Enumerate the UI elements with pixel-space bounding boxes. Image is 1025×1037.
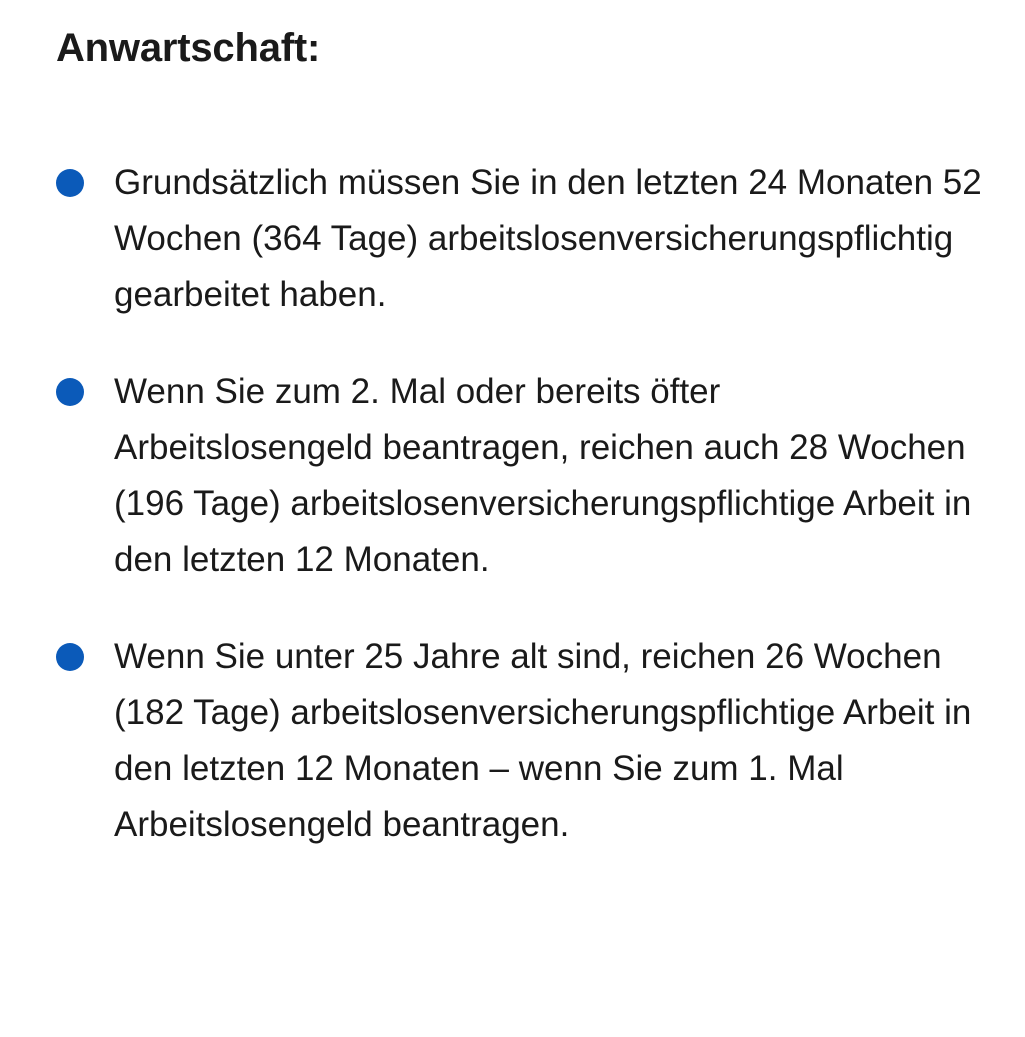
list-item	[56, 629, 986, 853]
bullet-dot-icon	[56, 378, 84, 406]
list-item	[56, 155, 986, 323]
anwartschaft-section	[56, 22, 986, 853]
section-heading: Anwartschaft:	[56, 26, 321, 70]
bullet-dot-icon	[56, 169, 84, 197]
list-item-text: Wenn Sie zum 2. Mal oder bereits öfter Arbeitslosengeld beantragen, reichen auch 28 Wochen (196 Tage) arbeitslosenversicherungspflichtige Arbeit in den letzten 12 Monaten.	[114, 372, 972, 579]
requirements-list	[56, 155, 986, 853]
bullet-dot-icon	[56, 643, 84, 671]
list-item	[56, 364, 986, 588]
list-item-text: Wenn Sie unter 25 Jahre alt sind, reichen 26 Wochen (182 Tage) arbeitslosenversicherungspflichtige Arbeit in den letzten 12 Monaten – wenn Sie zum 1. Mal Arbeitslosengeld beantragen.	[114, 637, 972, 844]
list-item-text: Grundsätzlich müssen Sie in den letzten 24 Monaten 52 Wochen (364 Tage) arbeitslosenversicherungspflichtig gearbeitet haben.	[114, 163, 982, 314]
